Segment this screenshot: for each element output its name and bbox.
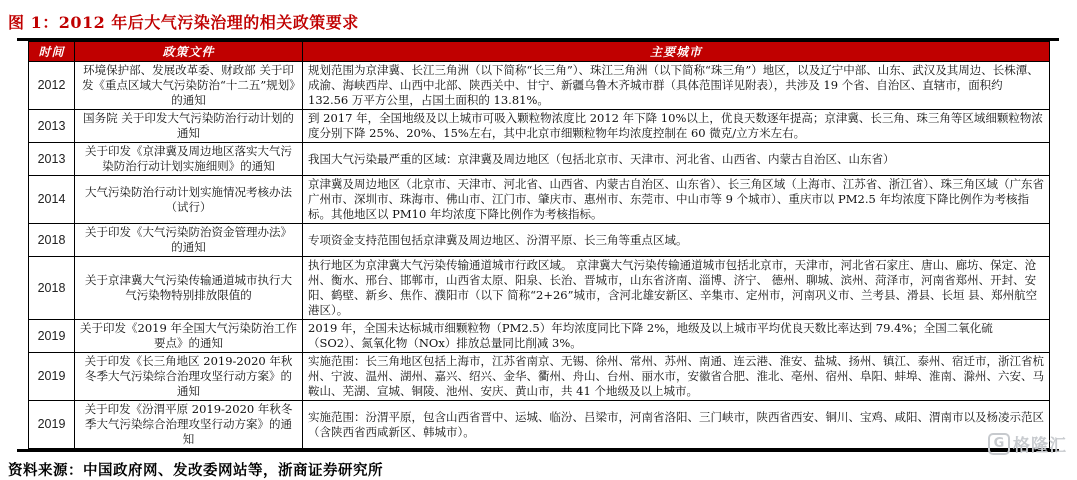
policy-cell: 关于印发《大气污染防治资金管理办法》的通知 (75, 224, 303, 257)
year-cell: 2019 (29, 401, 75, 449)
policy-cell: 关于印发《汾渭平原 2019-2020 年秋冬季大气污染综合治理攻坚行动方案》的通知 (75, 401, 303, 449)
table-header-row (29, 42, 1050, 62)
cities-cell: 专项资金支持范围包括京津冀及周边地区、汾渭平原、长三角等重点区域。 (303, 224, 1050, 257)
policy-cell: 关于印发《京津冀及周边地区落实大气污染防治行动计划实施细则》的通知 (75, 143, 303, 176)
table-row (29, 401, 1050, 449)
cities-cell: 实施范围：长三角地区包括上海市，江苏省南京、无锡、徐州、常州、苏州、南通、连云港、淮安、盐城、扬州、镇江、泰州、宿迁市，浙江省杭州、宁波、温州、湖州、嘉兴、绍兴、金华、衢州、舟山、台州、丽水市，安徽省合肥、淮北、亳州、宿州、阜阳、蚌埠、淮南、滁州、六安、马鞍山、芜湖、宣城、铜陵、池州、安庆、黄山市，共 41 个地级及以上城市。 (303, 353, 1050, 401)
year-cell: 2013 (29, 110, 75, 143)
year-cell: 2013 (29, 143, 75, 176)
cities-cell: 到 2017 年，全国地级及以上城市可吸入颗粒物浓度比 2012 年下降 10%以上，优良天数逐年提高；京津冀、长三角、珠三角等区域细颗粒物浓度分别下降 25%、20%、15%左右，其中北京市细颗粒物年均浓度控制在 60 微克/立方米左右。 (303, 110, 1050, 143)
header-policy-document: 政策文件 (75, 42, 303, 62)
table-row (29, 257, 1050, 320)
policy-table-body (29, 62, 1050, 449)
year-cell: 2019 (29, 353, 75, 401)
cities-cell: 实施范围：汾渭平原，包含山西省晋中、运城、临汾、吕梁市，河南省洛阳、三门峡市，陕西省西安、铜川、宝鸡、咸阳、渭南市以及杨凌示范区（含陕西省西咸新区、韩城市）。 (303, 401, 1050, 449)
table-row (29, 143, 1050, 176)
table-row (29, 224, 1050, 257)
policy-cell: 关于印发《2019 年全国大气污染防治工作要点》的通知 (75, 320, 303, 353)
year-cell: 2012 (29, 62, 75, 110)
table-row (29, 353, 1050, 401)
gelonghui-watermark (988, 431, 1067, 456)
cities-cell: 我国大气污染最严重的区域：京津冀及周边地区（包括北京市、天津市、河北省、山西省、内蒙古自治区、山东省） (303, 143, 1050, 176)
table-row (29, 62, 1050, 110)
gelonghui-logo-icon: G (988, 433, 1010, 455)
policy-cell: 环境保护部、发展改革委、财政部 关于印发《重点区域大气污染防治“十二五”规划》的通知 (75, 62, 303, 110)
header-time: 时间 (29, 42, 75, 62)
table-row (29, 320, 1050, 353)
source-note: 资料来源：中国政府网、发改委网站等，浙商证券研究所 (8, 462, 383, 479)
year-cell: 2019 (29, 320, 75, 353)
table-row (29, 176, 1050, 224)
header-main-cities: 主要城市 (303, 42, 1050, 62)
policy-cell: 大气污染防治行动计划实施情况考核办法（试行） (75, 176, 303, 224)
policy-cell: 国务院 关于印发大气污染防治行动计划的通知 (75, 110, 303, 143)
policy-cell: 关于印发《长三角地区 2019-2020 年秋冬季大气污染综合治理攻坚行动方案》的通知 (75, 353, 303, 401)
year-cell: 2014 (29, 176, 75, 224)
policy-cell: 关于京津冀大气污染传输通道城市执行大气污染物特别排放限值的 (75, 257, 303, 320)
figure-title: 图 1：2012 年后大气污染治理的相关政策要求 (8, 13, 359, 32)
cities-cell: 执行地区为京津冀大气污染传输通道城市行政区域。 京津冀大气污染传输通道城市包括北京市，天津市，河北省石家庄、唐山、廊坊、保定、沧州、衡水、邢台、邯郸市，山西省太原、阳泉、长治、晋城市，山东省济南、淄博、济宁、 德州、聊城、滨州、菏泽市，河南省郑州、开封、安阳、鹤壁、新乡、焦作、濮阳市（以下 简称“2+26”城市，含河北雄安新区、辛集市、定州市，河南巩义市、兰考县、滑县、长垣 县、郑州航空港区）。 (303, 257, 1050, 320)
cities-cell: 规划范围为京津冀、长江三角洲（以下简称“长三角”）、珠江三角洲（以下简称“珠三角”）地区，以及辽宁中部、山东、武汉及其周边、长株潭、成渝、海峡西岸、山西中北部、陕西关中、甘宁、新疆乌鲁木齐城市群（具体范围详见附表），共涉及 19 个省、自治区、直辖市，面积约 132.56 万平方公里，占国土面积的 13.81%。 (303, 62, 1050, 110)
cities-cell: 京津冀及周边地区（北京市、天津市、河北省、山西省、内蒙古自治区、山东省）、长三角区域（上海市、江苏省、浙江省）、珠三角区域（广东省广州市、深圳市、珠海市、佛山市、江门市、肇庆市、惠州市、东莞市、中山市等 9 个城市）、重庆市以 PM2.5 年均浓度下降比例作为考核指标。其他地区以 PM10 年均浓度下降比例作为考核指标。 (303, 176, 1050, 224)
year-cell: 2018 (29, 224, 75, 257)
gelonghui-logo-text: 格隆汇 (1013, 436, 1067, 456)
bottom-rule-divider (17, 449, 1059, 452)
table-row (29, 110, 1050, 143)
year-cell: 2018 (29, 257, 75, 320)
policy-table (28, 41, 1050, 449)
cities-cell: 2019 年，全国未达标城市细颗粒物（PM2.5）年均浓度同比下降 2%，地级及以上城市平均优良天数比率达到 79.4%；全国二氧化硫（SO2）、氮氧化物（NOx）排放总量同比削减 3%。 (303, 320, 1050, 353)
